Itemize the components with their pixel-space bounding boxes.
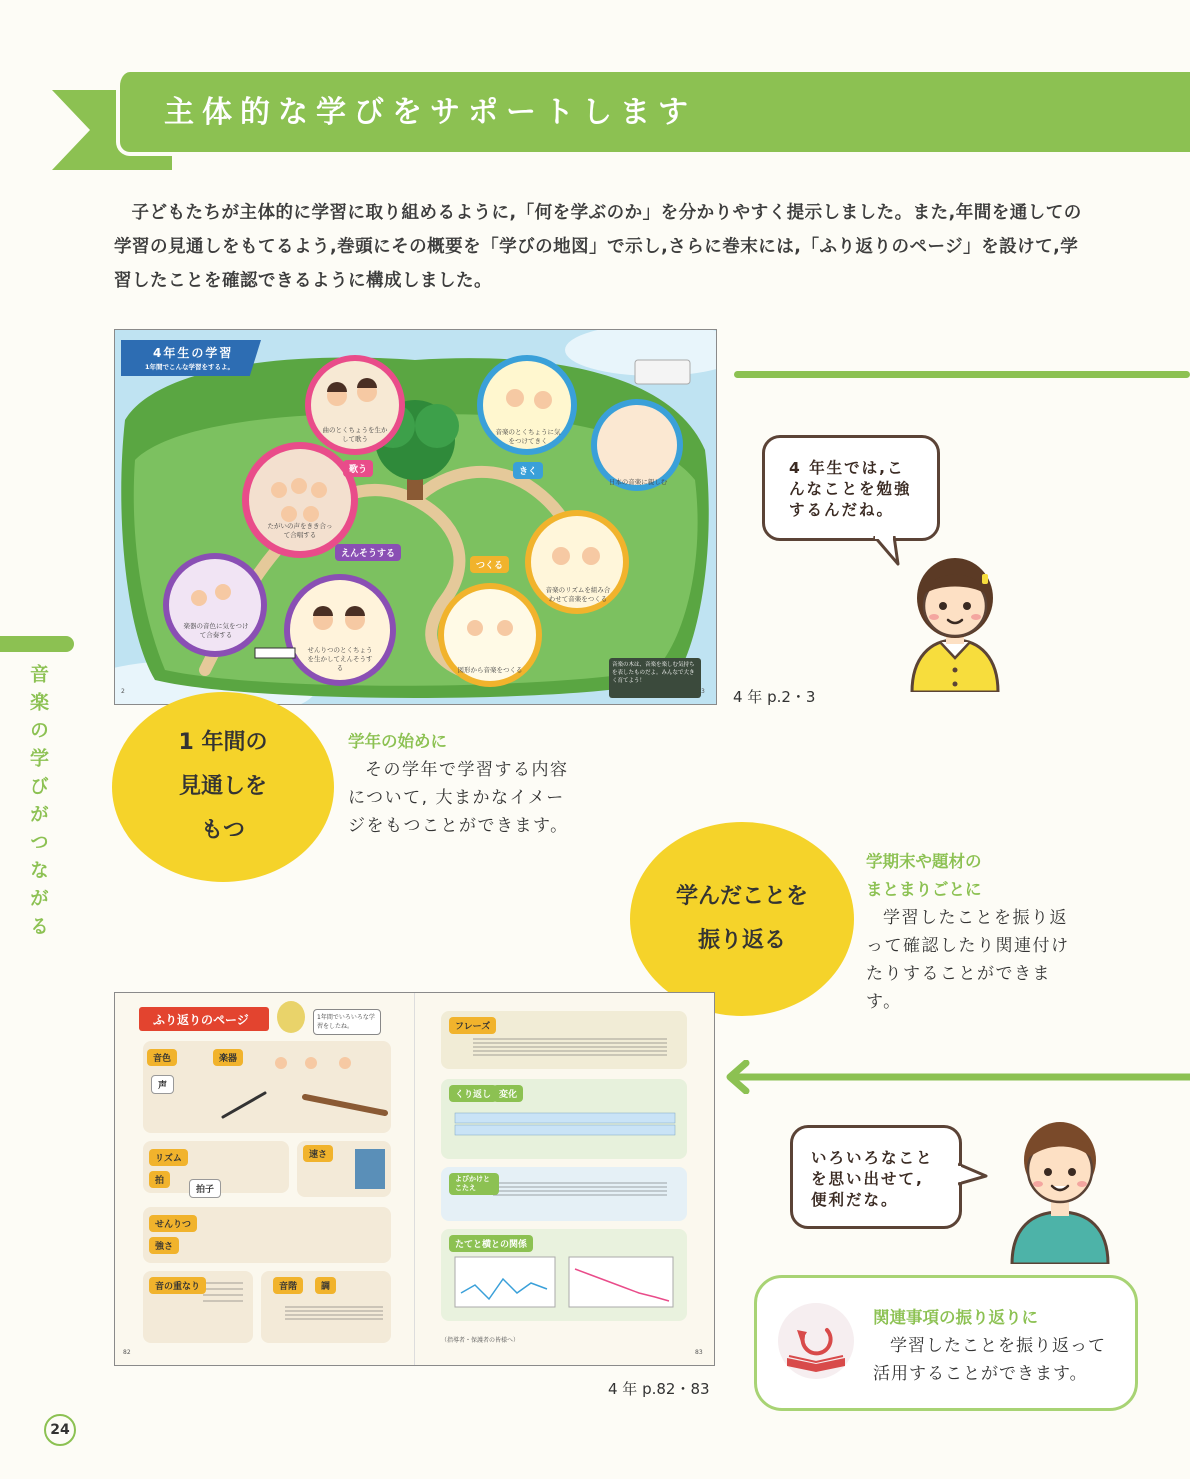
review-tag-dynamics: 強さ: [149, 1237, 179, 1254]
topic-circle-reflect-line-2: 振り返る: [697, 928, 786, 953]
caption-spread-2: 4 年 p.82・83: [608, 1380, 710, 1398]
textbook-spread-map: [114, 329, 717, 705]
label-play: えんそうする: [335, 544, 401, 561]
review-tag-phrase: フレーズ: [449, 1017, 496, 1034]
review-tag-beat: 拍: [149, 1171, 170, 1188]
topic-circle-overview: [112, 692, 334, 882]
speech-bubble-boy: [790, 1125, 962, 1229]
note-2-heading-2: まとまりごとに: [866, 880, 982, 899]
review-tag-voice: 声: [151, 1075, 174, 1094]
boy-character: [1004, 1100, 1116, 1264]
review-speech: 1年間でいろいろな学習をしたね。: [313, 1009, 381, 1035]
speech-bubble-girl-text: 4 年生では,こんなことを勉強するんだね。: [789, 459, 912, 519]
review-tag-scale: 音階: [273, 1277, 303, 1294]
review-tag-texture: 音の重なり: [149, 1277, 206, 1294]
page-title: 主体的な学びをサポートします: [164, 95, 696, 130]
topic-circle-reflect-line-1: 学んだことを: [675, 884, 808, 909]
review-tag-rhythm: リズム: [149, 1149, 188, 1166]
topic-circle-overview-line-1: 1 年間の: [178, 730, 268, 755]
topic-circle-overview-line-2: 見通しを: [178, 774, 267, 799]
map-corner-note: 音楽の木は、音楽を楽しむ気持ちを表したものだよ。みんなで大きく育てよう！: [609, 658, 701, 698]
arrow-left-rule: [722, 1060, 1190, 1094]
speech-bubble-girl: [762, 435, 940, 541]
review-page-left: 82: [123, 1349, 131, 1356]
review-tag-melody: せんりつ: [149, 1215, 197, 1232]
map-note-4: たがいの声をきき合って合唱する: [267, 522, 333, 539]
girl-character: [900, 540, 1010, 692]
review-title: ふり返りのページ: [153, 1013, 249, 1027]
review-tag-timbre: 音色: [147, 1049, 177, 1066]
map-note-6: せんりつのとくちょうを生かしてえんそうする: [307, 646, 373, 672]
page-number: 24: [44, 1414, 76, 1446]
review-footer: （指導者・保護者の皆様へ）: [441, 1337, 520, 1344]
topic-circle-overview-line-3: もつ: [200, 818, 245, 843]
map-note-7: 音楽のリズムを組み合わせて音楽をつくる: [545, 586, 611, 603]
review-tag-meter: 拍子: [189, 1179, 221, 1198]
book-arrow-icon: [775, 1300, 857, 1382]
map-note-5: 楽器の音色に気をつけて合奏する: [183, 622, 249, 639]
related-heading: 関連事項の振り返りに: [873, 1308, 1038, 1327]
review-tag-tempo: 速さ: [303, 1145, 333, 1162]
header-banner: [116, 72, 1190, 156]
map-note-2: 音楽のとくちょうに気をつけてきく: [495, 428, 561, 445]
topic-circle-reflect: [630, 822, 854, 1016]
related-review-box: [754, 1275, 1138, 1411]
review-tag-change: 変化: [493, 1085, 523, 1102]
note-2-body: 学習したことを振り返って確認したり関連付けたりすることができます。: [866, 908, 1070, 1012]
review-tag-key: 調: [315, 1277, 336, 1294]
map-note-1: 曲のとくちょうを生かして歌う: [322, 426, 388, 443]
review-tag-call-response: よびかけとこたえ: [449, 1173, 499, 1195]
label-sing: 歌う: [343, 460, 373, 477]
speech-tail-boy: [958, 1160, 988, 1190]
label-listen: きく: [513, 462, 543, 479]
caption-spread-1: 4 年 p.2・3: [733, 688, 816, 706]
green-rule-top: [734, 371, 1190, 378]
map-note-8: 図形から音楽をつくる: [457, 666, 523, 674]
note-2-heading-1: 学期末や題材の: [866, 852, 982, 871]
map-subtitle: 1年間でこんな学習をするよ。: [145, 363, 235, 371]
related-body: 学習したことを振り返って活用することができます。: [873, 1336, 1106, 1384]
side-tab-label: 音楽の学びがつながる: [27, 664, 49, 944]
intro-paragraph: 子どもたちが主体的に学習に取り組めるように,「何を学ぶのか」を分かりやすく提示しました。また,年間を通しての学習の見通しをもてるよう,巻頭にその概要を「学びの地図」で示し,さらに巻末には,「ふり返りのページ」を設けて,学習したことを確認できるように構成しました。: [114, 203, 1082, 291]
review-tag-vertical-horizontal: たてと横との関係: [449, 1235, 533, 1252]
textbook-spread-review: [114, 992, 715, 1366]
label-make: つくる: [470, 556, 509, 573]
map-page-left: 2: [121, 688, 125, 695]
map-title: 4年生の学習: [153, 346, 234, 360]
map-illustration: [115, 330, 716, 704]
map-page-right: 3: [701, 688, 705, 695]
review-tag-instrument: 楽器: [213, 1049, 243, 1066]
map-note-3: 日本の音楽に親しむ: [608, 478, 668, 486]
side-tab-bar: [0, 636, 74, 652]
speech-bubble-boy-text: いろいろなことを思い出せて,便利だな。: [811, 1149, 934, 1209]
note-1-heading: 学年の始めに: [348, 732, 447, 751]
review-tag-repetition: くり返し: [449, 1085, 497, 1102]
review-page-right: 83: [695, 1349, 703, 1356]
note-1-body: その学年で学習する内容について, 大まかなイメージをもつことができます。: [348, 760, 569, 836]
